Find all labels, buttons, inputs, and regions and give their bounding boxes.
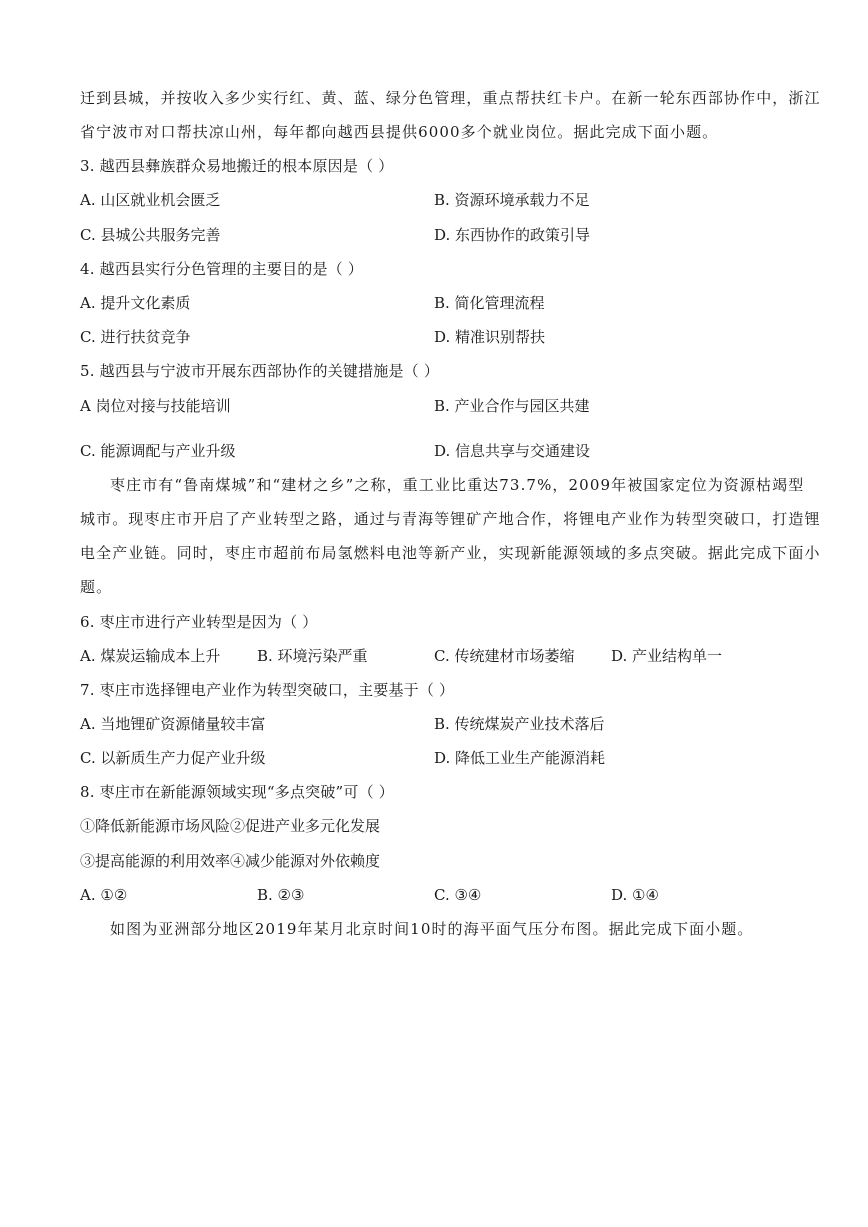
passage2-line3: 电全产业链。同时，枣庄市超前布局氢燃料电池等新产业，实现新能源领域的多点突破。据此完成下面小 [80, 544, 821, 562]
q5-option-c: C. 能源调配与产业升级 [80, 442, 236, 460]
q8-option-b: B. ②③ [257, 886, 305, 904]
q5-option-b: B. 产业合作与园区共建 [434, 397, 590, 415]
q8-option-a: A. ①② [80, 886, 128, 904]
q7-option-a: A. 当地锂矿资源储量较丰富 [80, 715, 266, 733]
q4-option-a: A. 提升文化素质 [80, 294, 191, 312]
q4-option-b: B. 简化管理流程 [434, 294, 545, 312]
q4-stem: 4. 越西县实行分色管理的主要目的是（ ） [80, 260, 364, 278]
q7-option-d: D. 降低工业生产能源消耗 [434, 749, 606, 767]
q8-option-d: D. ①④ [611, 886, 659, 904]
passage2-line2: 城市。现枣庄市开启了产业转型之路，通过与青海等锂矿产地合作，将锂电产业作为转型突破口，打造锂 [80, 510, 821, 528]
q6-option-b: B. 环境污染严重 [257, 647, 368, 665]
q8-items-line1: ①降低新能源市场风险②促进产业多元化发展 [80, 817, 381, 835]
q5-option-a: A 岗位对接与技能培训 [80, 397, 231, 415]
q6-option-c: C. 传统建材市场萎缩 [434, 647, 575, 665]
q3-option-b: B. 资源环境承载力不足 [434, 191, 590, 209]
q3-option-d: D. 东西协作的政策引导 [434, 226, 591, 244]
q6-option-a: A. 煤炭运输成本上升 [80, 647, 221, 665]
q4-option-c: C. 进行扶贫竞争 [80, 328, 191, 346]
passage1-line2: 省宁波市对口帮扶凉山州，每年都向越西县提供6000多个就业岗位。据此完成下面小题。 [80, 123, 719, 141]
q3-stem: 3. 越西县彝族群众易地搬迁的根本原因是（ ） [80, 157, 394, 175]
q8-items-line2: ③提高能源的利用效率④减少能源对外依赖度 [80, 852, 381, 870]
passage2-line1: 枣庄市有“鲁南煤城”和“建材之乡”之称，重工业比重达73.7%，2009年被国家定位为资源枯竭型 [110, 476, 805, 494]
q5-option-d: D. 信息共享与交通建设 [434, 442, 591, 460]
q8-option-c: C. ③④ [434, 886, 482, 904]
q5-stem: 5. 越西县与宁波市开展东西部协作的关键措施是（ ） [80, 362, 440, 380]
q7-option-b: B. 传统煤炭产业技术落后 [434, 715, 605, 733]
q8-stem: 8. 枣庄市在新能源领域实现“多点突破”可（ ） [80, 783, 394, 801]
q3-option-c: C. 县城公共服务完善 [80, 226, 221, 244]
q6-stem: 6. 枣庄市进行产业转型是因为（ ） [80, 613, 318, 631]
passage3-line1: 如图为亚洲部分地区2019年某月北京时间10时的海平面气压分布图。据此完成下面小题。 [110, 920, 754, 938]
passage2-line4: 题。 [80, 578, 113, 596]
q3-option-a: A. 山区就业机会匮乏 [80, 191, 221, 209]
q7-option-c: C. 以新质生产力促产业升级 [80, 749, 266, 767]
passage1-line1: 迁到县城，并按收入多少实行红、黄、蓝、绿分色管理，重点帮扶红卡户。在新一轮东西部协作中，浙江 [80, 89, 821, 107]
q6-option-d: D. 产业结构单一 [611, 647, 723, 665]
q4-option-d: D. 精准识别帮扶 [434, 328, 546, 346]
q7-stem: 7. 枣庄市选择锂电产业作为转型突破口，主要基于（ ） [80, 681, 455, 699]
